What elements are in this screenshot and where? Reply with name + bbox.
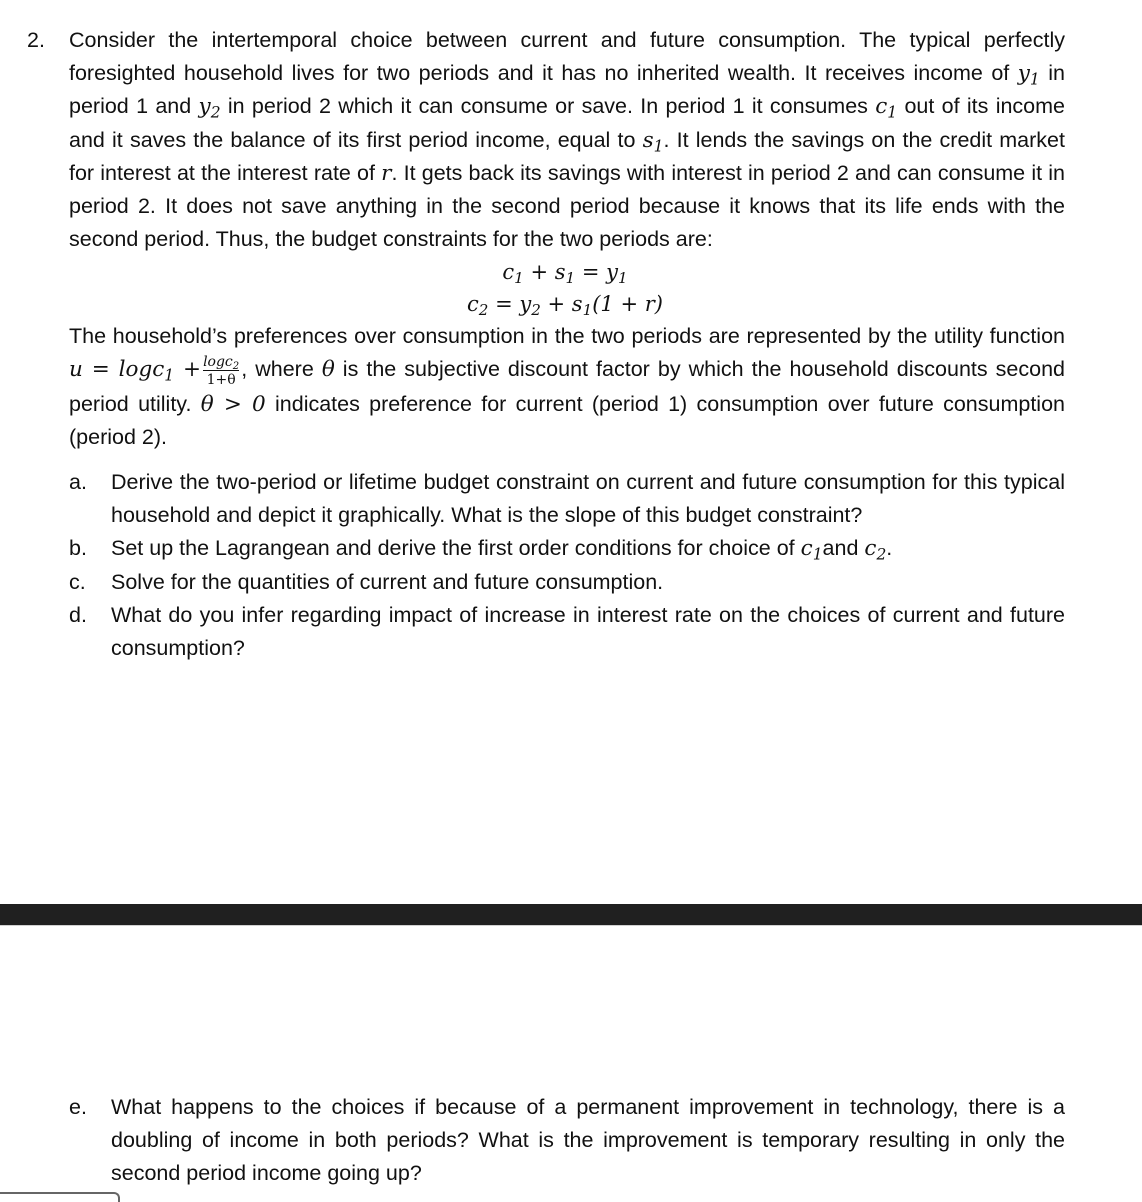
sub-question-b: b. Set up the Lagrangean and derive the first order conditions for choice of $c_1and$ $c_2$.: [69, 532, 1065, 565]
budget-equation-period-1: $c_1 + s_1 = y_1$: [502, 260, 628, 288]
question-intro-paragraph: [69, 24, 1065, 256]
sub-question-text: Derive the two-period or lifetime budget constraint on current and future consumption for this typical household and depict it graphically. What is the slope of this budget constraint?: [111, 470, 1065, 528]
utility-text-3: is the subjective discount factor by which the household discounts second period utility.: [69, 357, 1065, 416]
sub-question-c: [69, 566, 1065, 599]
intro-text-2: in period 1 and: [69, 61, 1065, 119]
sub-question-text: What happens to the choices if because of a permanent improvement in technology, there is a doubling of income in both periods? What is the improvement is temporary resulting in only the second period income going up?: [111, 1095, 1065, 1186]
sub-question-label: d.: [69, 602, 87, 627]
divider-line: [0, 925, 1142, 926]
y1-symbol: $y_1$: [1017, 61, 1040, 89]
intro-text-1: Consider the intertemporal choice between current and future consumption. The typical perfectly foresighted household lives for two periods and it has no inherited wealth. It receives income of: [69, 28, 1065, 86]
question-number: 2.: [27, 28, 45, 52]
sub-question-text: Solve for the quantities of current and future consumption.: [111, 569, 664, 594]
intro-text-3: in period 2 which it can consume or save. In period 1 it consumes: [220, 94, 876, 119]
sub-question-e: [69, 1091, 1065, 1191]
r-symbol: r: [381, 160, 392, 186]
y2-symbol: $y_2$: [198, 94, 221, 122]
sub-question-text: Set up the Lagrangean and derive the first order conditions for choice of: [111, 536, 801, 561]
c1-symbol: $c_1$: [800, 536, 823, 564]
intro-text-4: out of its income and it saves the balance of its first period income, equal to: [69, 94, 1066, 152]
sub-question-label: c.: [69, 569, 86, 594]
utility-paragraph: [69, 320, 1065, 454]
utility-fraction: $\frac{\log c_2}{1+\theta}$: [203, 353, 240, 388]
theta-condition: θ > 0: [200, 391, 266, 417]
cropped-button-edge: [0, 1192, 120, 1202]
sub-question-d: [69, 599, 1065, 665]
sub-question-list: [69, 466, 1065, 665]
utility-formula: u = logc$_1$ +: [69, 357, 202, 385]
sub-question-label: e.: [69, 1095, 87, 1119]
c2-symbol: $c_2$: [864, 536, 887, 564]
utility-text-2: , where: [241, 357, 322, 382]
utility-text-4: indicates preference for current (period 1) consumption over future consumption (period 2).: [69, 391, 1065, 449]
sub-question-label: a.: [69, 470, 87, 494]
s1-symbol: $s_1$: [642, 127, 664, 155]
intro-text-6: . It gets back its savings with interest in period 2 and can consume it in period 2. It does not save anything in the second period because it knows that its life ends with the second period. Thus, the budget constraints for the two periods are:: [69, 160, 1065, 252]
cropped-next-line: [125, 1194, 1085, 1198]
sub-question-text: What do you infer regarding impact of increase in interest rate on the choices of current and future consumption?: [111, 602, 1065, 661]
budget-equation-period-2: $c_2 = y_2 + s_1(1 + r)$: [467, 292, 663, 320]
sub-question-a: [69, 466, 1065, 532]
utility-text-1: The household’s preferences over consumption in the two periods are represented by the utility function: [69, 324, 1065, 348]
sub-question-list-continued: [69, 1091, 1065, 1191]
page-divider: [0, 904, 1142, 925]
sub-question-label: b.: [69, 536, 87, 561]
intro-text-5: . It lends the savings on the credit market for interest at the interest rate of: [69, 127, 1065, 185]
c1-symbol: $c_1$: [875, 94, 898, 122]
theta-symbol: θ: [321, 357, 335, 383]
